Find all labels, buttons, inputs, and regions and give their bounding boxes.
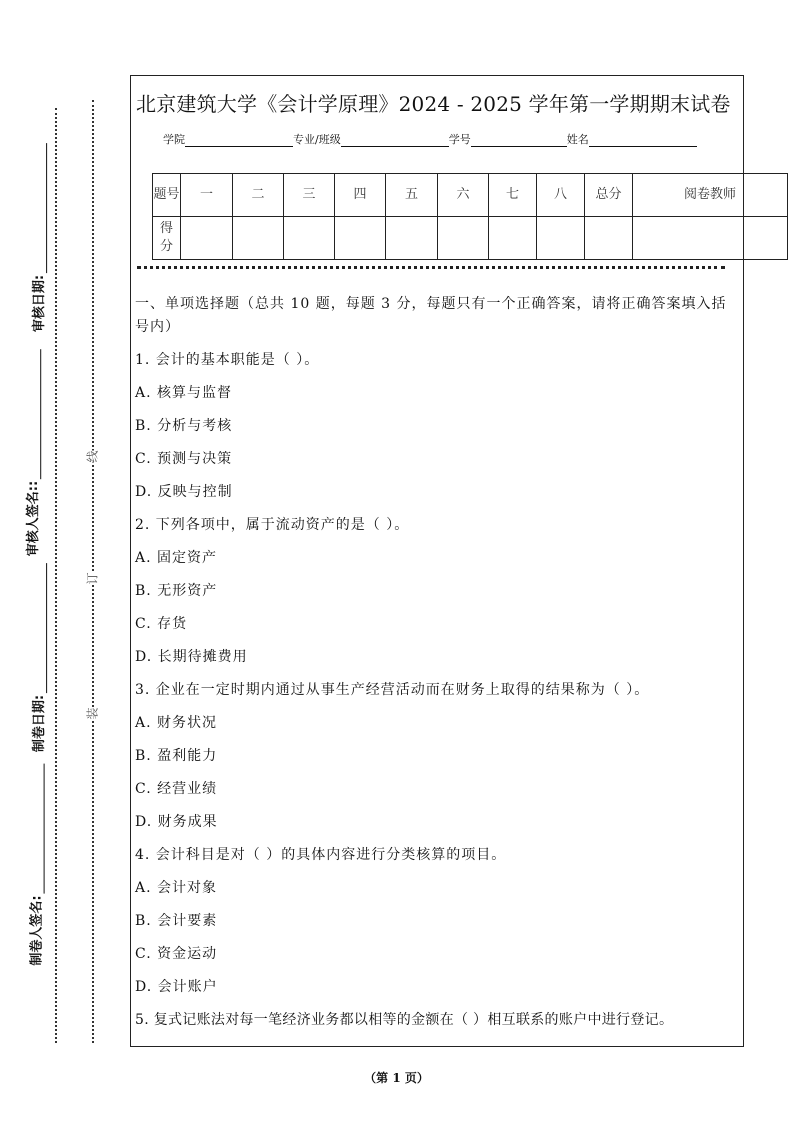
- option: D. 长期待摊费用: [135, 648, 248, 665]
- row-label: 得分: [153, 217, 181, 260]
- section-heading: 一、单项选择题（总共 10 题，每题 3 分，每题只有一个正确答案，请将正确答案填入括号内）: [135, 296, 727, 335]
- score-cell[interactable]: [335, 217, 386, 260]
- make-date-label: 制卷日期:: [32, 694, 48, 753]
- header-cell: 四: [335, 174, 386, 217]
- option: C. 资金运动: [135, 945, 218, 962]
- review-date-label: 审核日期:: [32, 274, 48, 333]
- score-cell[interactable]: [233, 217, 284, 260]
- reviewer-sign-field[interactable]: [40, 349, 41, 479]
- side-reviewer-sign: [22, 349, 41, 556]
- score-table-header-row: [153, 174, 788, 217]
- student-info: [163, 131, 697, 147]
- make-date-field[interactable]: [46, 563, 47, 693]
- option: C. 存货: [135, 615, 188, 632]
- option: B. 无形资产: [135, 582, 218, 599]
- reviewer-sign-label: 审核人签名::: [26, 480, 42, 557]
- maker-sign-label: 制卷人签名:: [29, 895, 45, 966]
- option: B. 会计要素: [135, 912, 218, 929]
- question-1: 1. 会计的基本职能是（ ）。: [135, 351, 320, 368]
- name-field[interactable]: [589, 134, 697, 147]
- major-label: 专业/班级: [293, 133, 341, 146]
- college-label: 学院: [163, 133, 185, 146]
- page-number: （第 1 页）: [364, 1071, 429, 1085]
- score-cell[interactable]: [585, 217, 633, 260]
- side-make-date: [28, 563, 47, 752]
- question-2: 2. 下列各项中，属于流动资产的是（ ）。: [135, 516, 410, 533]
- option: B. 盈利能力: [135, 747, 218, 764]
- score-cell[interactable]: [489, 217, 537, 260]
- header-cell: 总分: [585, 174, 633, 217]
- header-cell: 七: [489, 174, 537, 217]
- header-cell: 一: [181, 174, 233, 217]
- exam-title: 北京建筑大学《会计学原理》2024 - 2025 学年第一学期期末试卷: [136, 92, 731, 116]
- header-cell: 五: [386, 174, 438, 217]
- header-cell: 二: [233, 174, 284, 217]
- side-review-date: [28, 143, 47, 332]
- section-divider: [137, 266, 725, 269]
- header-cell: 阅卷教师: [633, 174, 788, 217]
- binding-mark-zhuang: 装: [85, 707, 100, 720]
- student-id-label: 学号: [448, 133, 471, 146]
- header-cell: 题号: [153, 174, 181, 217]
- option: B. 分析与考核: [135, 417, 233, 434]
- option: A. 会计对象: [135, 879, 218, 896]
- header-cell: 六: [438, 174, 489, 217]
- header-cell: 八: [537, 174, 585, 217]
- question-5: 5. 复式记账法对每一笔经济业务都以相等的金额在（ ）相互联系的账户中进行登记。: [135, 1011, 674, 1028]
- option: A. 核算与监督: [135, 384, 233, 401]
- score-cell[interactable]: [633, 217, 788, 260]
- score-cell[interactable]: [284, 217, 335, 260]
- side-maker-sign: [26, 763, 45, 965]
- option: C. 预测与决策: [135, 450, 233, 467]
- maker-sign-field[interactable]: [44, 763, 45, 893]
- option: A. 财务状况: [135, 714, 218, 731]
- score-table-score-row: [153, 217, 788, 260]
- college-field[interactable]: [185, 134, 293, 147]
- option: C. 经营业绩: [135, 780, 218, 797]
- score-cell[interactable]: [181, 217, 233, 260]
- option: D. 会计账户: [135, 978, 218, 995]
- score-cell[interactable]: [386, 217, 438, 260]
- score-cell[interactable]: [438, 217, 489, 260]
- name-label: 姓名: [566, 133, 589, 146]
- question-4: 4. 会计科目是对（ ）的具体内容进行分类核算的项目。: [135, 846, 507, 863]
- score-table: [152, 173, 788, 260]
- binding-mark-xian: 线: [85, 450, 100, 463]
- binding-mark-ding: 订: [85, 572, 100, 585]
- question-3: 3. 企业在一定时期内通过从事生产经营活动而在财务上取得的结果称为（ ）。: [135, 681, 650, 698]
- header-cell: 三: [284, 174, 335, 217]
- option: D. 财务成果: [135, 813, 218, 830]
- student-id-field[interactable]: [471, 134, 567, 147]
- major-field[interactable]: [341, 134, 449, 147]
- question-list: [135, 293, 740, 1042]
- option: A. 固定资产: [135, 549, 218, 566]
- option: D. 反映与控制: [135, 483, 233, 500]
- cut-line-outer: [55, 108, 57, 1043]
- score-cell[interactable]: [537, 217, 585, 260]
- review-date-field[interactable]: [46, 143, 47, 273]
